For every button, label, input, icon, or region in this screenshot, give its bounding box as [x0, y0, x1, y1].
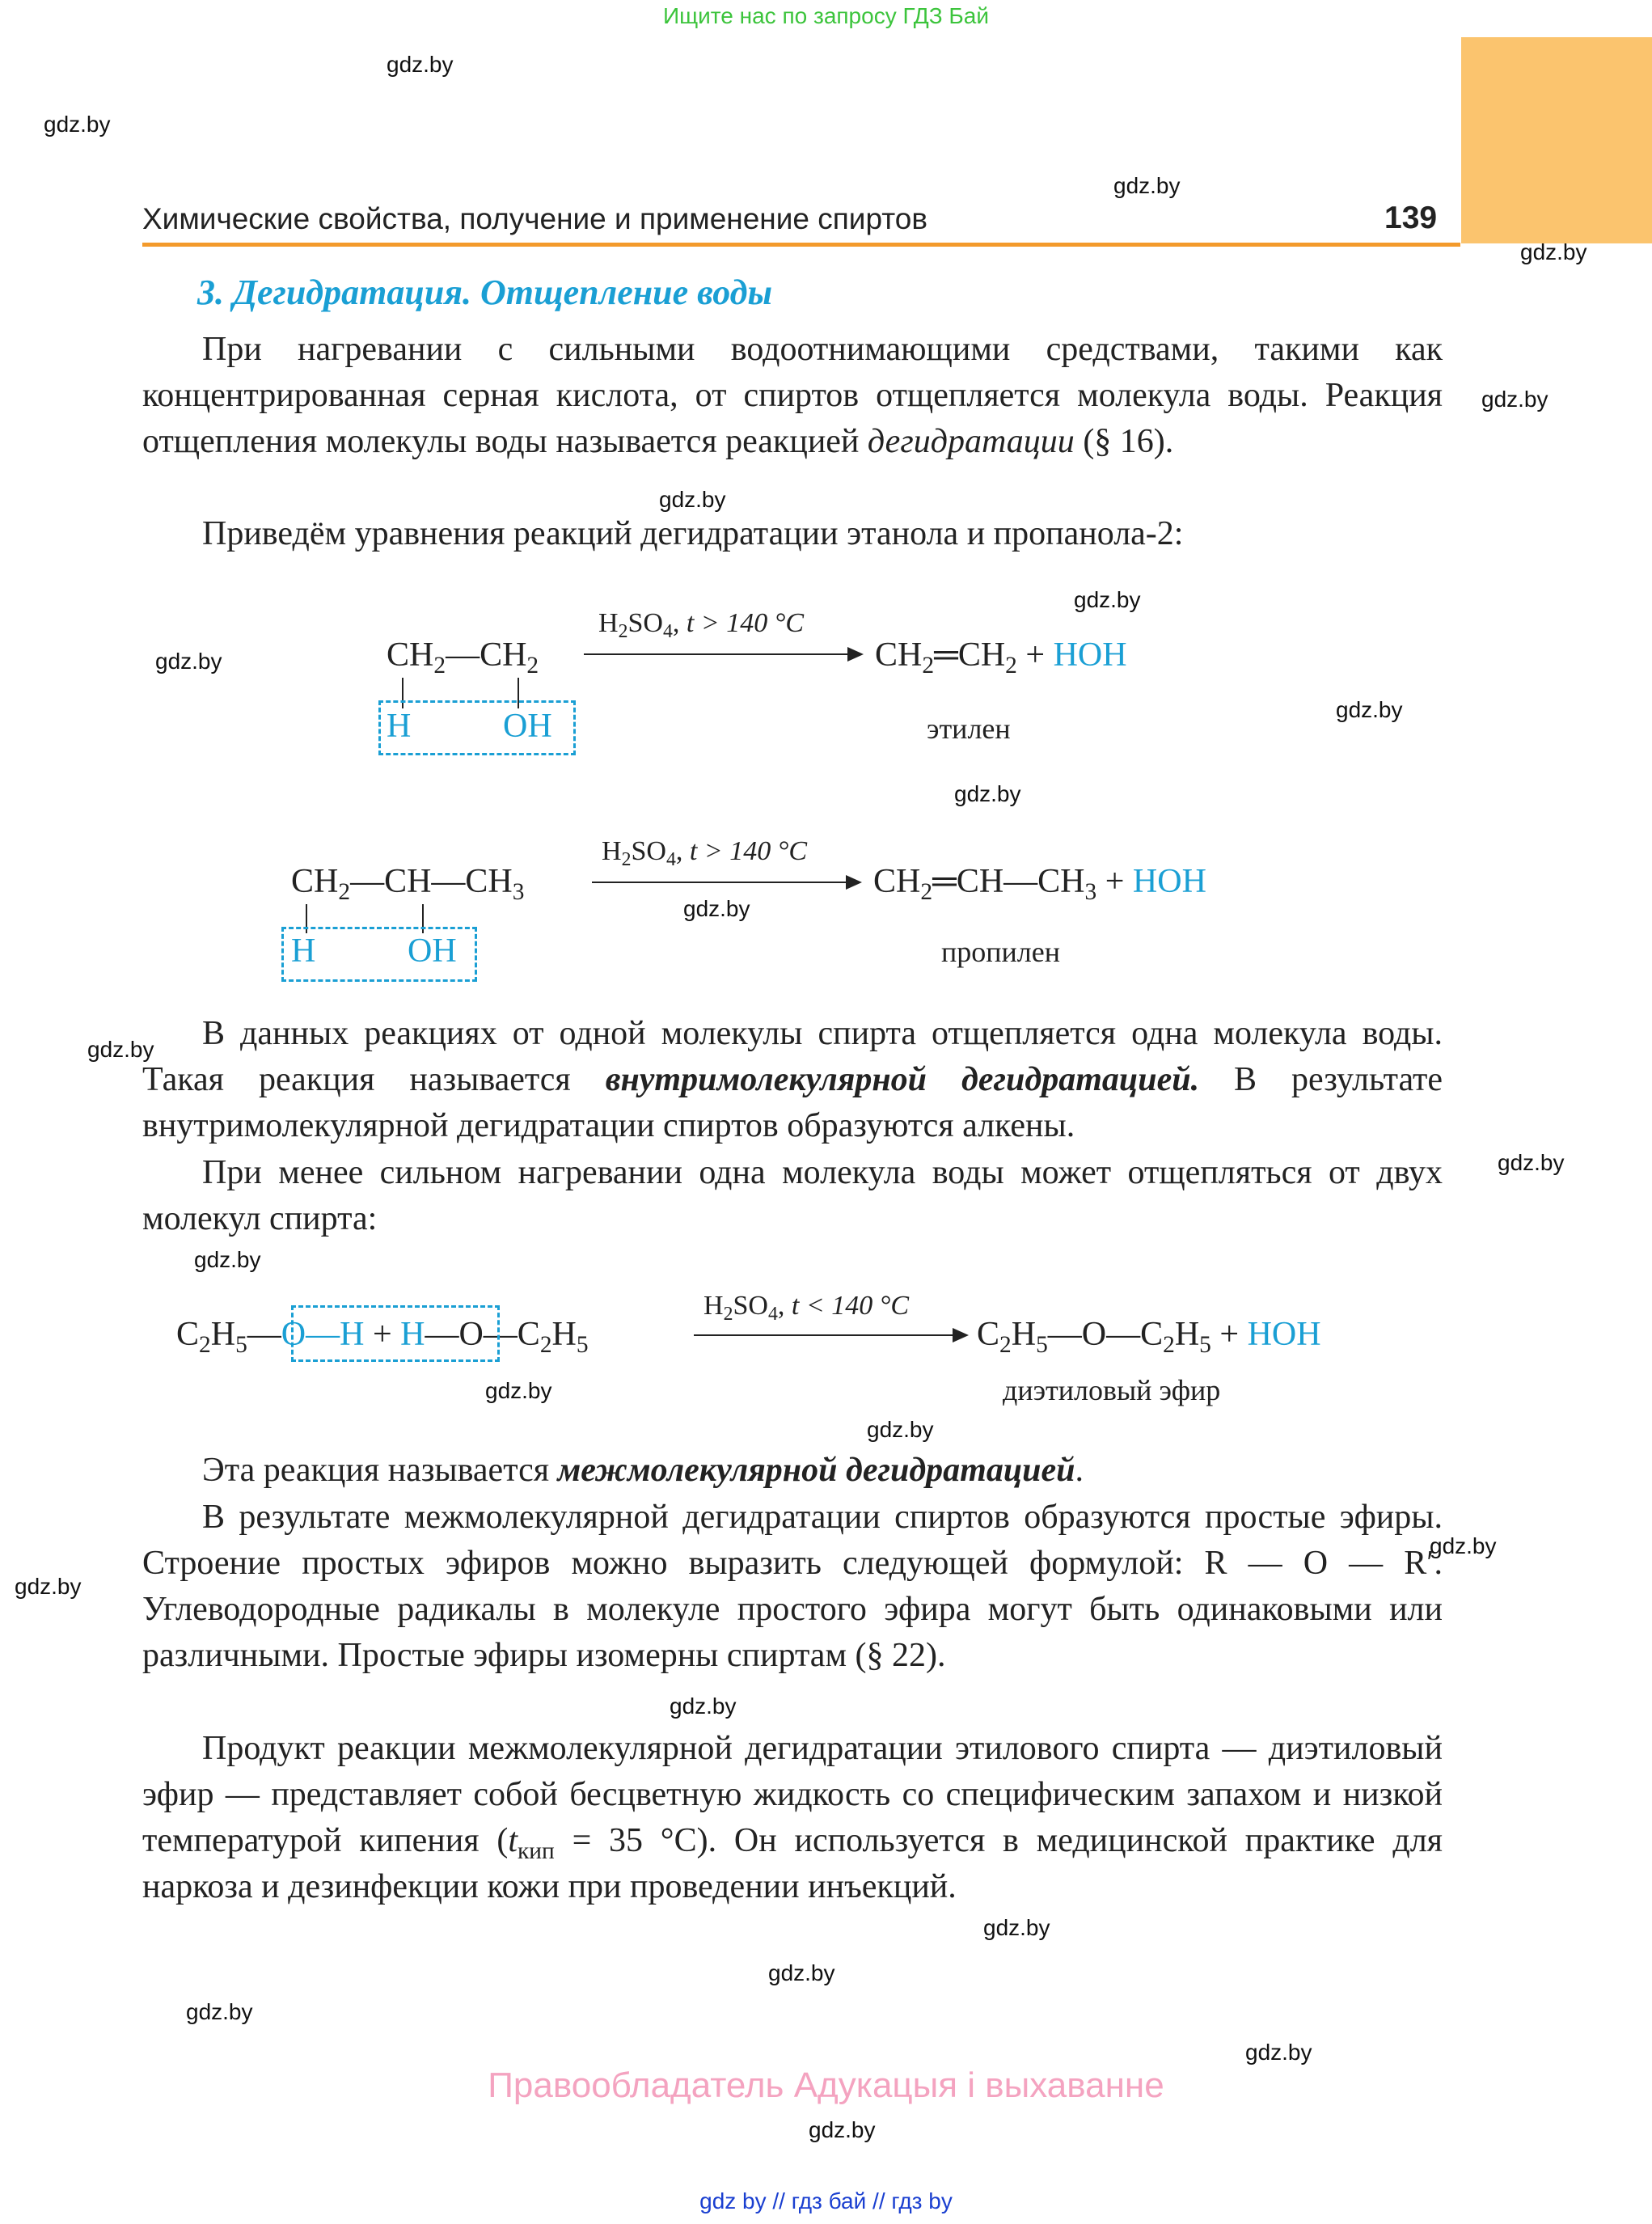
watermark: gdz.by	[15, 1574, 82, 1599]
paragraph-5: Эта реакция называется межмолекулярной дегидратацией.	[202, 1452, 1084, 1489]
watermark: gdz.by	[44, 112, 111, 137]
watermark: gdz.by	[670, 1693, 737, 1719]
watermark: gdz.by	[809, 2117, 876, 2142]
reaction-condition: $H_2SO_4$, t > 140 °C	[598, 608, 805, 643]
watermark: gdz.by	[1113, 173, 1181, 198]
product-formula: $C_2H_5—O—C_2H_5$ + HOH	[977, 1316, 1321, 1358]
watermark: gdz.by	[1336, 697, 1403, 722]
bottom-links[interactable]: gdz by // гдз бай // гдз by	[699, 2188, 953, 2213]
product-formula: $CH_2═CH_2$ + HOH	[875, 636, 1127, 679]
paragraph-4: При менее сильном нагревании одна молекула воды может отщепляться от двух молекул спирта:	[142, 1154, 1443, 1237]
header-rule	[142, 243, 1460, 247]
reactant-formula: $CH_2—CH—CH_3$	[291, 863, 525, 905]
watermark: gdz.by	[87, 1037, 154, 1062]
reactant-formula: $CH_2—CH_2$	[387, 636, 539, 679]
paragraph-3: В данных реакциях от одной молекулы спирта отщепляется одна молекула воды. Такая реакция называется внутримолекулярной дегидратацией. В результате внутримолекулярной дегидратации спиртов образуются алкены.	[142, 1015, 1443, 1144]
reactant-formula: $C_2H_5—O—H$ + $H—O—C_2H_5$	[176, 1316, 589, 1358]
watermark: gdz.by	[387, 52, 454, 77]
reaction-arrow	[694, 1334, 965, 1336]
watermark: gdz.by	[1481, 387, 1548, 412]
product-name: этилен	[927, 712, 1011, 745]
watermark: gdz.by	[954, 781, 1021, 806]
watermark: gdz.by	[1245, 2040, 1312, 2065]
reaction-arrow	[592, 882, 859, 883]
watermark: gdz.by	[1520, 239, 1587, 264]
oh-group: OH	[503, 708, 552, 745]
watermark: gdz.by	[186, 1999, 253, 2024]
watermark: gdz.by	[155, 649, 222, 674]
product-formula: $CH_2═CH—CH_3$ + HOH	[873, 863, 1206, 905]
watermark: gdz.by	[983, 1915, 1050, 1940]
h-atom: H	[291, 932, 316, 970]
watermark: gdz.by	[1074, 587, 1141, 612]
top-search-banner[interactable]: Ищите нас по запросу ГДЗ Бай	[662, 3, 990, 28]
paragraph-7: Продукт реакции межмолекулярной дегидратации этилового спирта — диэтиловый эфир — представляет собой бесцветную жидкость со специфическим запахом и низкой температурой кипения ($t_{кип} = 35$ °С). Он используется в медицинской практике для наркоза и дезинфекции кожи при проведении инъекций.	[142, 1730, 1443, 1905]
watermark: gdz.by	[1430, 1533, 1497, 1558]
oh-group: OH	[408, 932, 457, 970]
product-name: пропилен	[941, 936, 1061, 968]
water-group-box	[291, 1305, 500, 1362]
product-name: диэтиловый эфир	[1003, 1374, 1221, 1406]
paragraph-6: В результате межмолекулярной дегидратации спиртов образуются простые эфиры. Строение простых эфиров можно выразить следующей формулой: R — O — R′. Углеводородные радикалы в молекуле простого эфира могут быть одинаковыми или различными. Простые эфиры изомерны спиртам (§ 22).	[142, 1499, 1443, 1674]
h-atom: H	[387, 708, 412, 745]
page-number: 139	[1384, 201, 1438, 235]
watermark: gdz.by	[867, 1417, 934, 1442]
paragraph-2: Приведём уравнения реакций дегидратации этанола и пропанола-2:	[202, 515, 1184, 552]
running-title: Химические свойства, получение и применение спиртов	[142, 202, 927, 235]
watermark: gdz.by	[659, 487, 726, 512]
copyright-notice: Правообладатель Адукацыя і выхаванне	[488, 2065, 1164, 2105]
watermark: gdz.by	[683, 896, 750, 921]
chapter-tab	[1461, 37, 1652, 243]
watermark: gdz.by	[485, 1378, 552, 1403]
watermark: gdz.by	[1498, 1150, 1565, 1175]
paragraph-1: При нагревании с сильными водоотнимающими средствами, такими как концентрированная серная кислота, от спиртов отщепляется молекула воды. Реакция отщепления молекулы воды называется реакцией дегидратации (§ 16).	[142, 331, 1443, 460]
watermark: gdz.by	[194, 1247, 261, 1272]
watermark: gdz.by	[768, 1960, 835, 1985]
reaction-arrow	[584, 653, 860, 655]
reaction-condition: $H_2SO_4$, t > 140 °C	[602, 836, 808, 871]
reaction-condition: $H_2SO_4$, t < 140 °C	[703, 1291, 910, 1326]
section-title: 3. Дегидратация. Отщепление воды	[197, 273, 773, 312]
